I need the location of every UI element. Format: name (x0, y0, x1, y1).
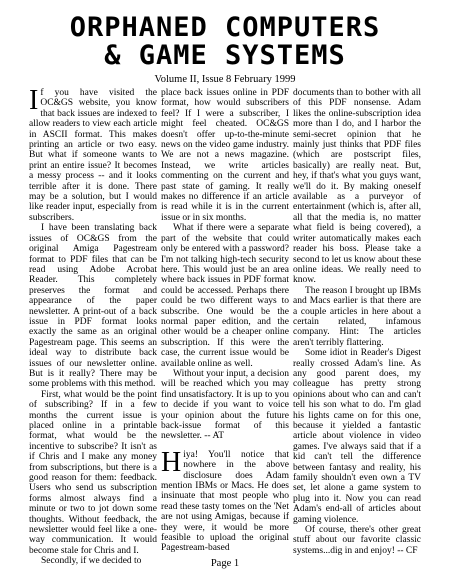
article2-paragraph-4: Some idiot in Reader's Digest really crossed Adam's line. As any good parent does, my colleague has pretty strong opinions about who can and can't tell his son what to do. I'm glad his lights came on for this one, because it yielded a fantastic article about violence in video games. I've always said that if a kid can't tell the difference between fantasy and reality, his family shouldn't even own a TV set, let alone a game system to plug into it. Now you can read Adam's end-all of articles about gaming violence. (293, 348, 421, 525)
column-2 (161, 88, 289, 554)
article1-p1-text: f you have visited the OC&GS website, you know that back issues are indexed to allow readers to view each article in ASCII format. This makes printing an article or two easy. But what if someone wants to print an entire issue? It becomes a messy process -- and it looks terrible after it is done. There may be a solution, but I would like reader input, especially from subscribers. (29, 88, 157, 223)
article1-paragraph-7: Without your input, a decision will be reached which you may find unsatisfactory. It is up to you to decide if you want to voice your opinion about the future back-issue format of this newsletter. -- AT (161, 368, 289, 442)
article2-p1-text: iya! You'll notice that nowhere in the above disclosure does Adam mention IBMs or Macs. He does insinuate that most people who read these tasty tomes on the 'Net are not using Amigas, because if they were, it would be more feasible to upload the original Pagestream-based (161, 449, 289, 554)
page-number: Page 1 (210, 558, 240, 569)
issue-line: Volume II, Issue 8 February 1999 (154, 74, 296, 85)
masthead-line-2: & GAME SYSTEMS (104, 40, 346, 71)
column-1 (29, 85, 157, 567)
article2-paragraph-1 (161, 446, 289, 554)
masthead-title (0, 14, 450, 70)
article1-paragraph-4: Secondly, if we decided to (41, 556, 142, 567)
drop-cap-h: H (161, 446, 182, 478)
article1-paragraph-1 (29, 85, 157, 223)
article1-paragraph-5: place back issues online in PDF format, how would subscribers feel? If I were a subscriber, I might feel cheated. OC&GS doesn't offer up-to-the-minute news on the video game industry. We are not a news magazine. Instead, we write articles commenting on the current and past state of gaming. It really makes no difference if an article is read while it is in the current issue or in six months. (161, 88, 289, 223)
article2-paragraph-5: Of course, there's other great stuff about our favorite classic systems...dig in and enjoy! -- CF (293, 525, 421, 556)
masthead-line-1: ORPHANED COMPUTERS (69, 12, 381, 43)
article1-paragraph-2: I have been translating back issues of OC&GS from the original Amiga Pagestream format to PDF files that can be read using Adobe Acrobat Reader. This completely preserves the format and appearance of the paper newsletter. A print-out of a back issue in PDF format looks exactly the same as an original Pagestream page. This seems an ideal way to distribute back issues of our newsletter online. But is it really? There may be some problems with this method. (29, 223, 157, 390)
article2-paragraph-3: The reason I brought up IBMs and Macs earlier is that there are a couple articles in here about a certain related, infamous company. Hint: The articles aren't terribly flattering. (293, 285, 421, 348)
article2-paragraph-2: documents than to bother with all of this PDF nonsense. Adam likes the online-subscription idea more than I do, and I harbor the semi-secret opinion that he mainly just thinks that PDF files (which are postscript files, basically) are really neat. But, hey, if that's what you guys want, we'll do it. By making oneself available as a purveyor of entertainment (which is, after all, all that the media is, no matter what field is being covered), a writer automatically makes each reader his boss. Please take a second to let us know about these online ideas. We really need to know. (293, 88, 421, 286)
article1-paragraph-3: First, what would be the point of subscribing? If in a few months the current issue is placed online in a printable format, what would be the incentive to subscribe? It isn't as if Chris and I make any money from subscriptions, but there is a good reason for them: feedback. Users who send us subscription forms almost always find a minute or two to jot down some thoughts. Without feedback, the newsletter would feel like a one-way communication. It would become stale for Chris and I. (29, 389, 157, 556)
column-3 (293, 88, 421, 556)
drop-cap-i: I (29, 85, 39, 116)
article1-paragraph-6: What if there were a separate part of the website that could only be entered with a password? I'm not talking high-tech security here. This would just be an area where back issues in PDF format could be accessed. Perhaps there could be two different ways to subscribe. One would be the normal paper edition, and the other would be a cheaper online subscription. If this were the case, the current issue would be available online as well. (161, 223, 289, 369)
